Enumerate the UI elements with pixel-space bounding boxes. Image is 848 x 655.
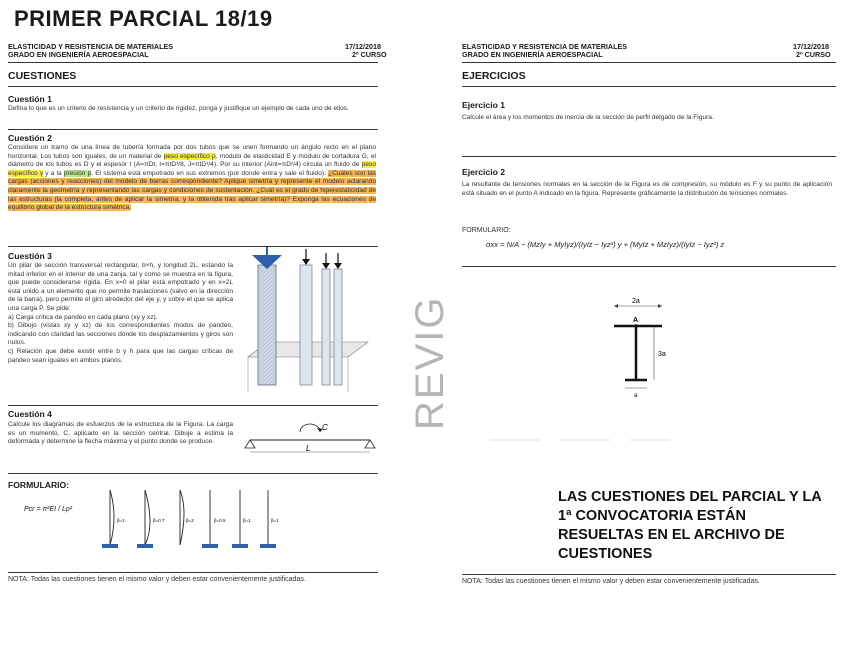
resolved-questions-note: LAS CUESTIONES DEL PARCIAL Y LA 1ª CONVOCATORIA ESTÁN RESUELTAS EN EL ARCHIVO DE CUESTIONES (558, 489, 822, 562)
formulary-title: FORMULARIO: (8, 480, 70, 490)
e2-formulary-label: FORMULARIO: (462, 227, 511, 234)
svg-text:β=1: β=1 (271, 518, 279, 523)
q2-highlight-weight: peso específico ρ (163, 152, 216, 160)
q3-rule (8, 405, 378, 406)
q4-title: Cuestión 4 (8, 409, 52, 419)
q2-title: Cuestión 2 (8, 133, 52, 143)
faded-formula-remnant (480, 432, 680, 446)
left-footer-rule (8, 572, 378, 573)
q1-title: Cuestión 1 (8, 94, 52, 104)
q3-part-c: c) Relación que debe existir entre b y h para que las cargas críticas de pandeo sean iguales en ambos planos. (8, 347, 233, 364)
q4-label-c: C (322, 423, 328, 432)
left-header-course: 2º CURSO (352, 50, 387, 59)
q4-rule (8, 473, 378, 474)
q3-title: Cuestión 3 (8, 251, 52, 261)
e2-text: La resultante de tensiones normales en la sección de la Figura es de compresión, su módulo es F y su punto de aplicación está situado en el punto A indicado en la figura. Represente gráficamente la distribución de tensiones normales. (462, 181, 832, 197)
left-footer-note: NOTA: Todas las cuestiones tienen el mismo valor y deben estar convenientemente justificadas. (8, 576, 306, 583)
q4-label-l: L (306, 444, 311, 453)
q2-text: Considere un tramo de una línea de tubería formada por dos tubos que se unen formando un ángulo recto en el plano horizontal. Los tubos son iguales, de un material de peso específico ρ, módulo de elasticidad E y módulo de cortadura G, el diámetro de los tubos es D y el espesor t (A=πDt, I=πtD³/8, J=πtD³/4). Por su interior (Aint=πD²/4) circula un fluido de peso específico γ y a la presión p. El sistema está empotrado en sus extremos (por donde entra y sale el fluido). ¿Cuáles son las cargas (acciones y reacciones) del modelo de barras correspondiente? Aplique simetría y represente el modelo aclarando claramente la geometría y representando las cargas y condiciones de sustentación. ¿Cuál es el grado de hiperestaticidad de las estructuras (la completa, antes de aplicar la simetría, y la obtenida tras aplicar simetría)? Exponga las ecuaciones de equilibrio global de la estructura simétrica. (8, 144, 377, 212)
right-section-rule (462, 86, 836, 87)
left-header-degree: GRADO EN INGENIERÍA AEROESPACIAL (8, 50, 149, 59)
e2-title: Ejercicio 2 (462, 167, 505, 177)
svg-text:β=1: β=1 (117, 518, 125, 523)
right-header-degree: GRADO EN INGENIERÍA AEROESPACIAL (462, 50, 603, 59)
q2-highlight-fluid: peso específico γ (8, 161, 376, 177)
q1-rule (8, 129, 378, 130)
e2-formula: σxx = N/A − (MzIy + MyIyz)/(IyIz − Iyz²) y + (MyIz + MzIyz)/(IyIz − Iyz²) z (486, 240, 725, 249)
fig-dim-side: 3a (658, 351, 666, 358)
svg-text:β=0.5: β=0.5 (214, 518, 226, 523)
fig-dim-bottom: a (634, 393, 638, 399)
formulary-formula: Pcr = π²EI / Lp² (24, 506, 73, 513)
page-title: PRIMER PARCIAL 18/19 (14, 6, 273, 31)
left-section-rule (8, 86, 378, 87)
e1-text: Calcule el área y los momentos de inercia de la sección de perfil delgado de la Figura. (462, 114, 714, 121)
right-header-rule (462, 62, 836, 63)
right-header-subject: ELASTICIDAD Y RESISTENCIA DE MATERIALES (462, 42, 628, 51)
q3-part-a: a) Carga crítica de pandeo en cada plano (xy y xz). (8, 313, 158, 321)
fig-point-a: A (633, 317, 639, 324)
e1-rule (462, 156, 836, 157)
right-footer-rule (462, 574, 836, 575)
left-section-title: CUESTIONES (8, 70, 77, 82)
i-section-figure (600, 292, 680, 402)
right-header-date: 17/12/2018 (793, 42, 829, 51)
q4-beam-figure (240, 420, 380, 456)
q3-pillar-figure (238, 247, 378, 395)
revig-stamp: REVIG (408, 295, 452, 430)
e1-title: Ejercicio 1 (462, 100, 505, 110)
right-footer-note: NOTA: Todas las cuestiones tienen el mismo valor y deben estar convenientemente justificadas. (462, 578, 760, 585)
svg-text:β=0.7: β=0.7 (153, 518, 165, 523)
right-header-course: 2º CURSO (796, 50, 831, 59)
q2-highlight-pressure: presión p (63, 169, 92, 177)
q4-text: Calcule los diagramas de esfuerzos de la estructura de la Figura. La carga es un momento, C, aplicado en la sección central. Dibuje a estima la deformada y determine la flecha máxima y el punto donde se produce. (8, 421, 233, 446)
left-header-rule (8, 62, 378, 63)
left-header-date: 17/12/2018 (345, 42, 381, 51)
svg-text:β=2: β=2 (186, 518, 194, 523)
q3-text: Un pilar de sección transversal rectangular, b×h, y longitud 2L, estando la mitad inferior en el interior de una zanja, tal y como se muestra en la figura, que puede considerarse rígida. En x=0 el pilar está empotrado y en x=2L está unido a un elemento que no permite traslaciones (salvo en la dirección de la barra), pero permite el giro alrededor del eje y, y sobre el que se aplica una carga P. Se pide: a) Carga crítica de pandeo en cada plano (xy y xz). b) Dibujo (vistas xy y xz) de los correspondientes modos de pandeo, indicando con claridad las secciones donde los desplazamientos y giros son nulos. c) Relación que debe existir entre b y h para que las cargas críticas de pandeo sean iguales en ambos planos. (8, 262, 233, 364)
left-header-subject: ELASTICIDAD Y RESISTENCIA DE MATERIALES (8, 42, 174, 51)
e2-rule (462, 266, 836, 267)
fig-dim-top: 2a (632, 298, 640, 305)
q2-highlight-questions: ¿Cuáles son las cargas (acciones y reacciones) del modelo de barras correspondiente? Aplique simetría y represente el modelo aclarando claramente la geometría y representando las cargas y condiciones de sustentación. ¿Cuál es el grado de hiperestaticidad de las estructuras (la completa, antes de aplicar la simetría, y la obtenida tras aplicar simetría)? Exponga las ecuaciones de equilibrio global de la estructura simétrica. (8, 169, 376, 212)
q3-part-b: b) Dibujo (vistas xy y xz) de los correspondientes modos de pandeo, indicando con claridad las secciones donde los desplazamientos y giros son nulos. (8, 322, 233, 347)
formulary-buckling-figure (100, 480, 280, 560)
q1-text: Defina lo que es un criterio de resistencia y un criterio de rigidez, ponga y justifique un ejemplo de cada uno de ellos. (8, 105, 349, 112)
right-section-title: EJERCICIOS (462, 70, 526, 82)
svg-text:β=1: β=1 (243, 518, 251, 523)
